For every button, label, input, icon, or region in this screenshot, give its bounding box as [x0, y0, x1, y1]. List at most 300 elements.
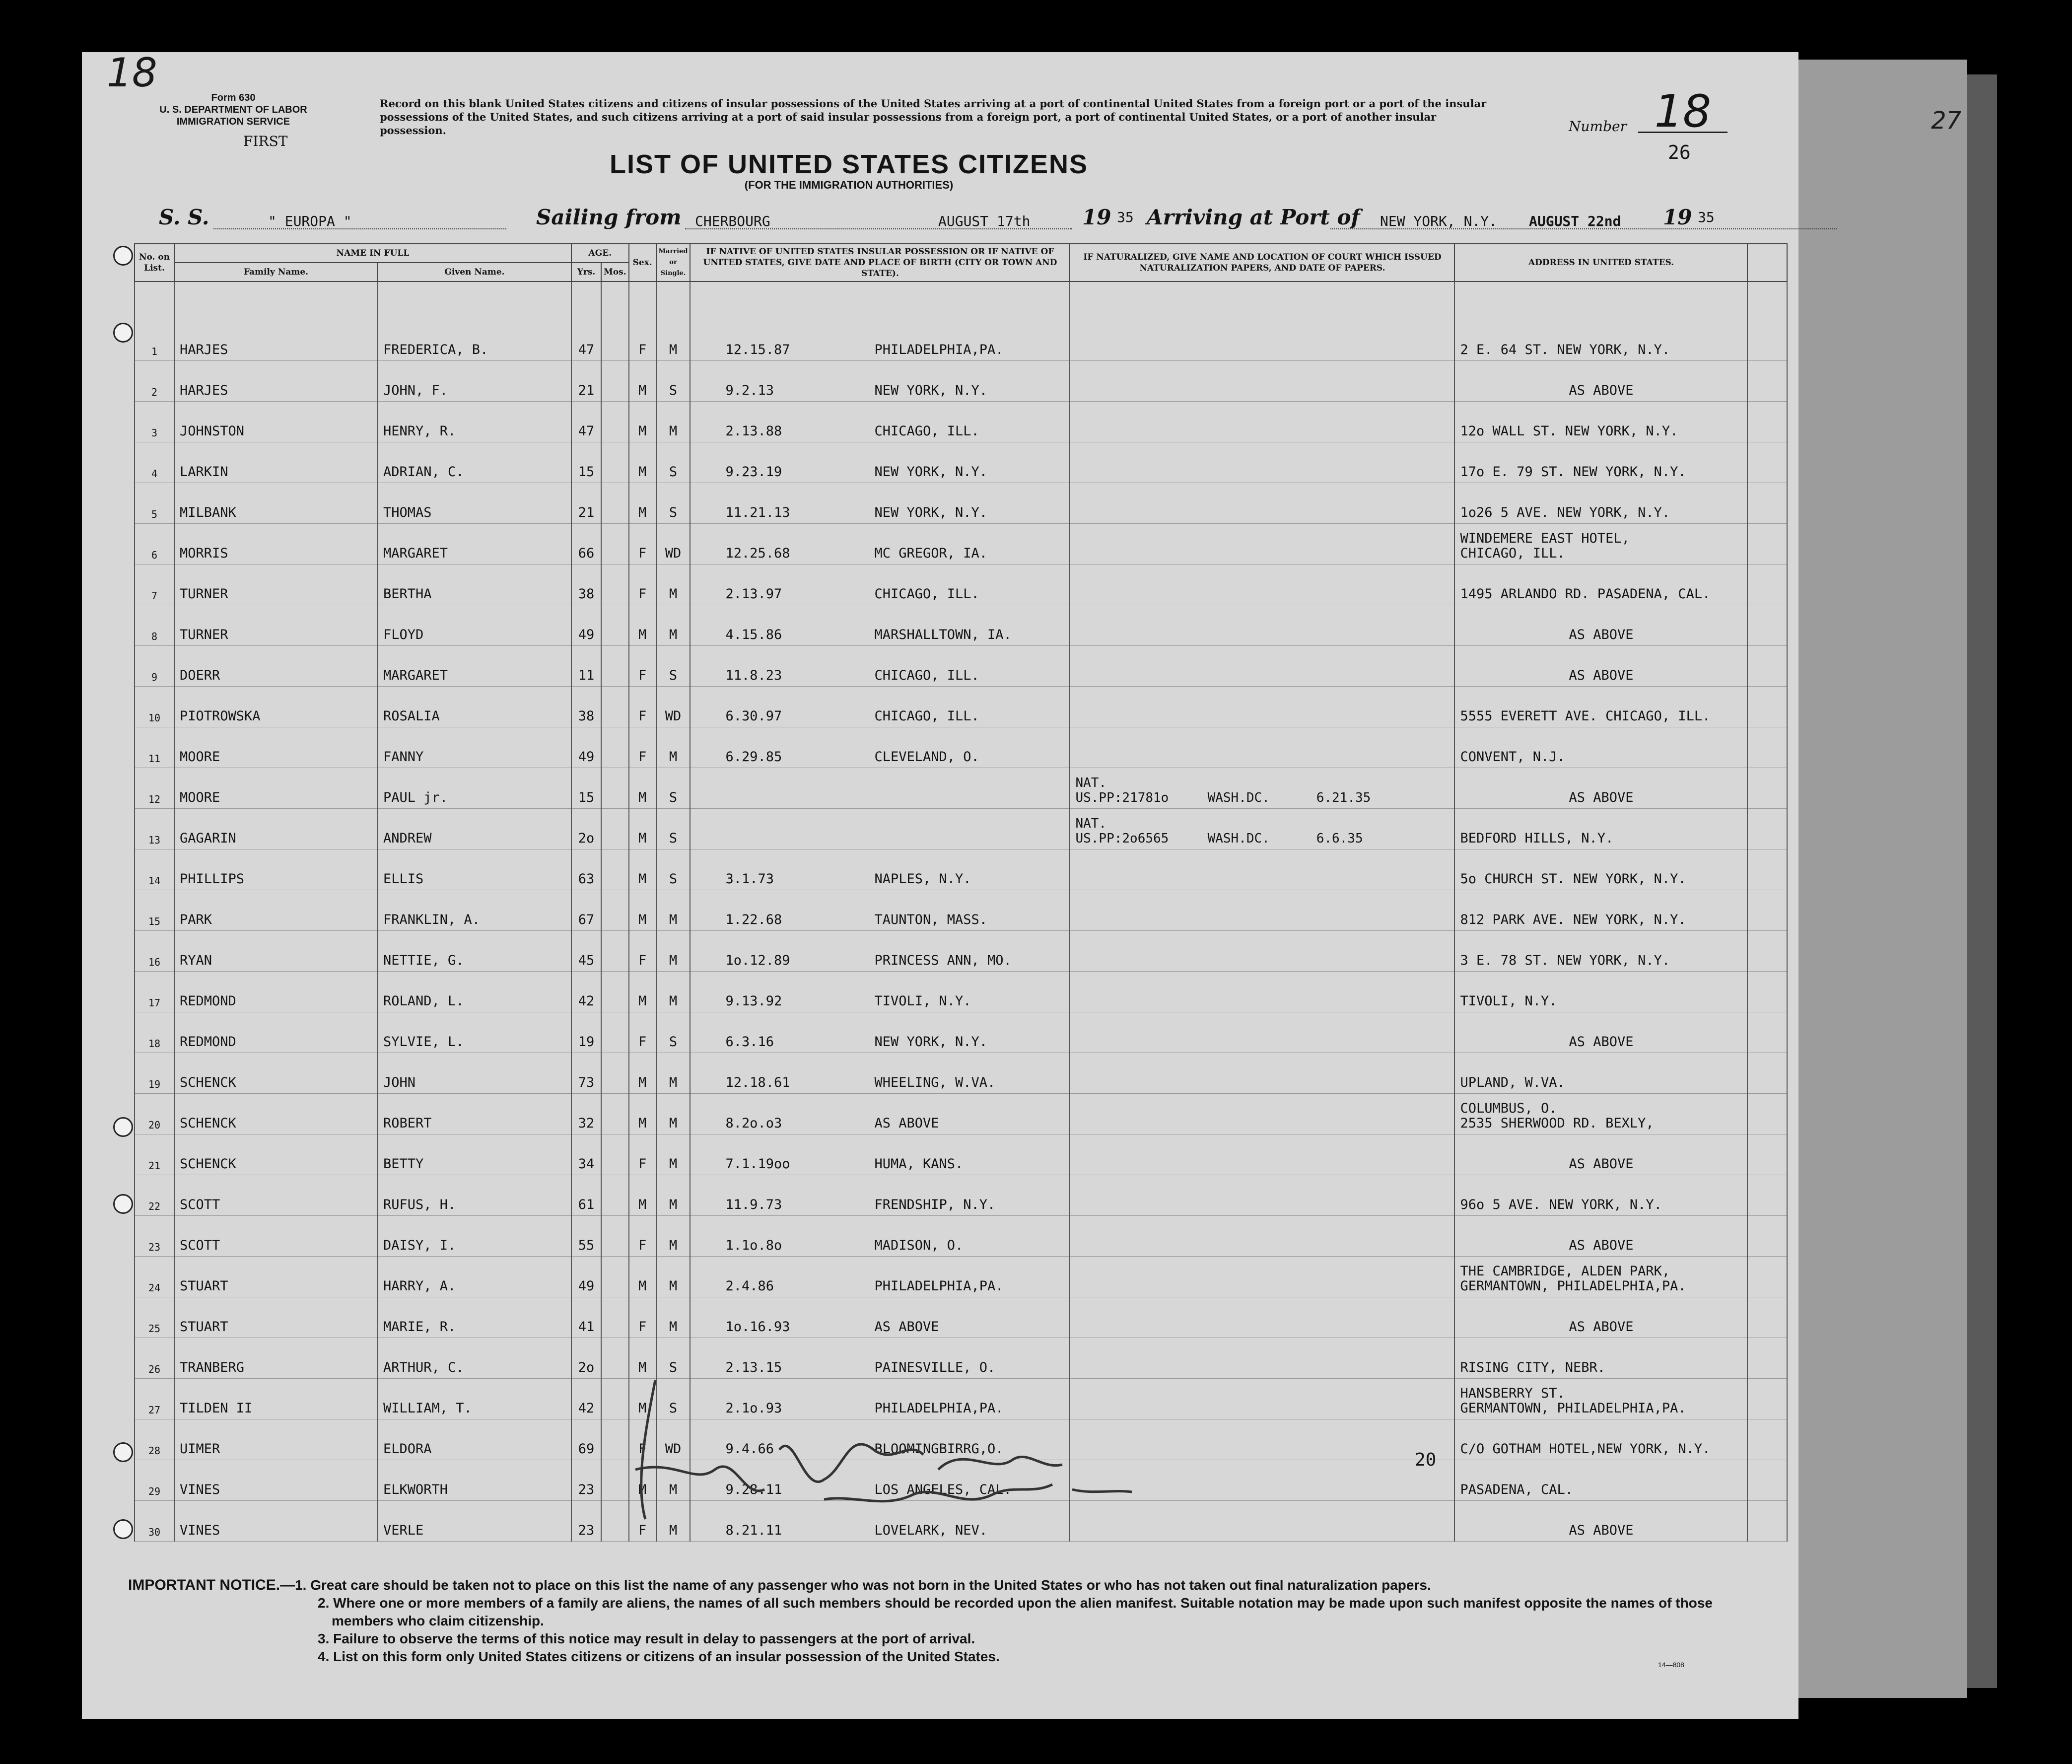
cell-birth [690, 687, 1070, 727]
cell-marital-status: M [656, 564, 691, 605]
cell-given-name: BETTY [378, 1134, 571, 1175]
cell-sex: M [629, 1460, 656, 1501]
cell-family-name: PHILLIPS [174, 849, 378, 890]
passenger-row [135, 849, 1787, 890]
cell-family-name: HARJES [174, 361, 378, 402]
cell-given-name: ROBERT [378, 1094, 571, 1134]
passenger-row [135, 646, 1787, 687]
col-mos-header: Mos. [601, 263, 629, 282]
birth-date: 9.13.92 [725, 993, 782, 1009]
page-subtitle: (FOR THE IMMIGRATION AUTHORITIES) [744, 179, 954, 191]
cell-address: AS ABOVE [1454, 1012, 1747, 1053]
cell-birth [690, 442, 1070, 483]
cell-naturalization [1070, 564, 1454, 605]
cell-sex: M [629, 1053, 656, 1094]
birth-place: NEW YORK, N.Y. [874, 1034, 988, 1050]
cell-marital-status: M [656, 1175, 691, 1216]
cell-given-name: ADRIAN, C. [378, 442, 571, 483]
birth-place: CHICAGO, ILL. [874, 586, 979, 602]
cell-list-number: 17 [135, 972, 174, 1012]
arriving-label: Arriving at Port of [1147, 205, 1360, 229]
form-identifier [159, 92, 308, 128]
cell-marital-status: M [656, 320, 691, 361]
cell-given-name: DAISY, I. [378, 1216, 571, 1257]
cell-family-name: VINES [174, 1501, 378, 1542]
cell-sex: M [629, 809, 656, 849]
cell-marital-status: S [656, 768, 691, 809]
cell-sex: M [629, 402, 656, 442]
cell-given-name: MARIE, R. [378, 1297, 571, 1338]
blank-cell [571, 282, 601, 320]
birth-date: 2.1o.93 [725, 1401, 782, 1416]
blank-cell [135, 282, 174, 320]
cell-sex: F [629, 564, 656, 605]
passenger-row [135, 1216, 1787, 1257]
cell-birth [690, 1216, 1070, 1257]
sailing-line [159, 203, 1737, 232]
cell-blank [1747, 402, 1787, 442]
passenger-row [135, 1053, 1787, 1094]
birth-place: HUMA, KANS. [874, 1156, 964, 1172]
blank-cell [174, 282, 378, 320]
passenger-row [135, 687, 1787, 727]
cell-blank [1747, 890, 1787, 931]
cell-marital-status: S [656, 1338, 691, 1379]
cell-address: AS ABOVE [1454, 1216, 1747, 1257]
birth-date: 1.22.68 [725, 912, 782, 927]
cell-address: 17o E. 79 ST. NEW YORK, N.Y. [1454, 442, 1747, 483]
cell-naturalization [1070, 1012, 1454, 1053]
cell-birth [690, 524, 1070, 564]
cell-age-years: 63 [571, 849, 601, 890]
cell-given-name: FRANKLIN, A. [378, 890, 571, 931]
cell-marital-status: WD [656, 687, 691, 727]
ss-label: S. S. [159, 205, 209, 229]
cell-family-name: MOORE [174, 727, 378, 768]
cell-blank [1747, 1175, 1787, 1216]
passenger-row [135, 1094, 1787, 1134]
passenger-row [135, 890, 1787, 931]
cell-naturalization [1070, 687, 1454, 727]
cell-birth [690, 1053, 1070, 1094]
cell-list-number: 27 [135, 1379, 174, 1419]
cell-naturalization [1070, 1257, 1454, 1297]
cell-list-number: 11 [135, 727, 174, 768]
birth-date: 9.4.66 [725, 1441, 774, 1457]
birth-place: NAPLES, N.Y. [874, 871, 971, 887]
arrival-date: AUGUST 22nd [1529, 213, 1621, 229]
notice-line-1 [128, 1576, 1756, 1594]
cell-naturalization [1070, 1175, 1454, 1216]
notice-item-2: 2. Where one or more members of a family are aliens, the names of all such members should be recorded upon the alien manifest. Suitable notation may be made upon such manifest opposite the names of those members who claim citizenship. [318, 1595, 1713, 1628]
cell-family-name: PARK [174, 890, 378, 931]
cell-birth [690, 1175, 1070, 1216]
cell-given-name: ELKWORTH [378, 1460, 571, 1501]
cell-marital-status: S [656, 483, 691, 524]
cell-list-number: 29 [135, 1460, 174, 1501]
cell-sex: F [629, 1501, 656, 1542]
cell-family-name: SCHENCK [174, 1134, 378, 1175]
cell-family-name: HARJES [174, 320, 378, 361]
cell-naturalization [1070, 483, 1454, 524]
passenger-row [135, 1012, 1787, 1053]
cell-marital-status: S [656, 646, 691, 687]
cell-naturalization [1070, 402, 1454, 442]
cell-sex: F [629, 1012, 656, 1053]
cell-birth [690, 564, 1070, 605]
blank-cell [629, 282, 656, 320]
cell-sex: M [629, 890, 656, 931]
cell-age-years: 23 [571, 1501, 601, 1542]
birth-place: BLOOMINGBIRRG,O. [874, 1441, 1004, 1457]
cell-age-years: 38 [571, 687, 601, 727]
cell-address: AS ABOVE [1454, 768, 1747, 809]
cell-blank [1747, 1053, 1787, 1094]
passenger-row [135, 1297, 1787, 1338]
cell-age-months [601, 605, 629, 646]
service-name: IMMIGRATION SERVICE [176, 116, 290, 127]
cell-family-name: GAGARIN [174, 809, 378, 849]
cell-naturalization [1070, 320, 1454, 361]
page-title: LIST OF UNITED STATES CITIZENS [610, 149, 1088, 179]
birth-place: MARSHALLTOWN, IA. [874, 627, 1012, 642]
cell-sex: F [629, 524, 656, 564]
cell-given-name: FLOYD [378, 605, 571, 646]
cell-age-months [601, 890, 629, 931]
passenger-row [135, 605, 1787, 646]
cell-age-years: 42 [571, 972, 601, 1012]
birth-place: NEW YORK, N.Y. [874, 383, 988, 398]
birth-date: 1o.16.93 [725, 1319, 790, 1335]
passenger-row [135, 931, 1787, 972]
cell-blank [1747, 1094, 1787, 1134]
cell-sex: F [629, 727, 656, 768]
cell-age-years: 34 [571, 1134, 601, 1175]
punch-hole [113, 323, 133, 343]
cell-blank [1747, 1257, 1787, 1297]
cell-sex: F [629, 1216, 656, 1257]
cell-age-months [601, 320, 629, 361]
cell-blank [1747, 1012, 1787, 1053]
cell-marital-status: S [656, 1012, 691, 1053]
cell-marital-status: M [656, 402, 691, 442]
number-label: Number [1569, 118, 1627, 135]
cell-birth [690, 361, 1070, 402]
cell-marital-status: S [656, 1379, 691, 1419]
departure-date: AUGUST 17th [938, 213, 1031, 229]
cell-address: 5o CHURCH ST. NEW YORK, N.Y. [1454, 849, 1747, 890]
cell-age-months [601, 1175, 629, 1216]
ship-name: " EUROPA " [268, 213, 352, 229]
cell-given-name: MARGARET [378, 524, 571, 564]
birth-date: 3.1.73 [725, 871, 774, 887]
cell-address: AS ABOVE [1454, 1134, 1747, 1175]
department-name: U. S. DEPARTMENT OF LABOR [159, 104, 307, 115]
birth-place: CHICAGO, ILL. [874, 423, 979, 439]
col-age-header: AGE. [571, 244, 629, 263]
cell-age-months [601, 809, 629, 849]
cell-address: HANSBERRY ST. GERMANTOWN, PHILADELPHIA,PA. [1454, 1379, 1747, 1419]
cell-list-number: 24 [135, 1257, 174, 1297]
cell-age-years: 15 [571, 442, 601, 483]
cell-birth [690, 890, 1070, 931]
birth-date: 11.21.13 [725, 505, 790, 520]
birth-date: 11.8.23 [725, 668, 782, 683]
cell-marital-status: S [656, 442, 691, 483]
birth-date: 8.21.11 [725, 1523, 782, 1538]
cell-given-name: THOMAS [378, 483, 571, 524]
birth-place: TAUNTON, MASS. [874, 912, 988, 927]
passenger-row [135, 809, 1787, 849]
cell-age-years: 23 [571, 1460, 601, 1501]
cell-family-name: TURNER [174, 564, 378, 605]
cell-blank [1747, 361, 1787, 402]
col-naturalized-header: IF NATURALIZED, GIVE NAME AND LOCATION OF COURT WHICH ISSUED NATURALIZATION PAPERS, AND DATE OF PAPERS. [1070, 244, 1454, 282]
birth-date: 2.13.97 [725, 586, 782, 602]
passenger-row [135, 727, 1787, 768]
cell-address: 5555 EVERETT AVE. CHICAGO, ILL. [1454, 687, 1747, 727]
cell-blank [1747, 442, 1787, 483]
cell-age-months [601, 1257, 629, 1297]
cell-age-months [601, 646, 629, 687]
cell-birth [690, 320, 1070, 361]
cell-naturalization: NAT. US.PP:21781o WASH.DC. 6.21.35 [1070, 768, 1454, 809]
cell-address: 96o 5 AVE. NEW YORK, N.Y. [1454, 1175, 1747, 1216]
sailing-from-label: Sailing from [536, 205, 682, 229]
cell-marital-status: S [656, 361, 691, 402]
cell-address: UPLAND, W.VA. [1454, 1053, 1747, 1094]
cell-family-name: SCHENCK [174, 1053, 378, 1094]
cell-given-name: ROSALIA [378, 687, 571, 727]
punch-hole [113, 1194, 133, 1214]
cell-sex: M [629, 1175, 656, 1216]
punch-hole [113, 1442, 133, 1462]
birth-place: NEW YORK, N.Y. [874, 505, 988, 520]
cell-naturalization [1070, 1216, 1454, 1257]
passenger-row [135, 524, 1787, 564]
passenger-row [135, 972, 1787, 1012]
cell-list-number: 7 [135, 564, 174, 605]
cell-age-years: 21 [571, 483, 601, 524]
birth-date: 6.3.16 [725, 1034, 774, 1050]
passenger-row [135, 483, 1787, 524]
cell-family-name: SCHENCK [174, 1094, 378, 1134]
cell-marital-status: M [656, 1134, 691, 1175]
cell-marital-status: M [656, 605, 691, 646]
cell-marital-status: M [656, 1053, 691, 1094]
cell-address: 1495 ARLANDO RD. PASADENA, CAL. [1454, 564, 1747, 605]
cell-blank [1747, 1419, 1787, 1460]
cell-blank [1747, 931, 1787, 972]
cell-marital-status: M [656, 1501, 691, 1542]
blank-cell [601, 282, 629, 320]
important-notice [128, 1576, 1756, 1666]
notice-heading: IMPORTANT NOTICE.— [128, 1577, 295, 1593]
cell-age-years: 15 [571, 768, 601, 809]
cell-birth [690, 605, 1070, 646]
birth-date: 4.15.86 [725, 627, 782, 642]
cell-address: AS ABOVE [1454, 361, 1747, 402]
cell-birth [690, 972, 1070, 1012]
birth-date: 2.13.15 [725, 1360, 782, 1375]
cell-given-name: JOHN [378, 1053, 571, 1094]
departure-year: 35 [1117, 209, 1134, 225]
cell-list-number: 26 [135, 1338, 174, 1379]
punch-hole [113, 1117, 133, 1137]
cell-age-months [601, 442, 629, 483]
page-edge [1798, 60, 1967, 1698]
birth-place: FRENDSHIP, N.Y. [874, 1197, 996, 1212]
cell-given-name: NETTIE, G. [378, 931, 571, 972]
cell-blank [1747, 849, 1787, 890]
cell-marital-status: M [656, 1460, 691, 1501]
cell-sex: F [629, 1297, 656, 1338]
cell-address: BEDFORD HILLS, N.Y. [1454, 809, 1747, 849]
passenger-row [135, 1257, 1787, 1297]
cell-list-number: 1 [135, 320, 174, 361]
birth-place: PHILADELPHIA,PA. [874, 1401, 1004, 1416]
cell-blank [1747, 1501, 1787, 1542]
cell-sex: M [629, 768, 656, 809]
cell-address: 12o WALL ST. NEW YORK, N.Y. [1454, 402, 1747, 442]
passenger-row [135, 320, 1787, 361]
cell-naturalization [1070, 1297, 1454, 1338]
cell-age-months [601, 687, 629, 727]
form-code: 14—808 [1658, 1661, 1684, 1669]
cell-age-months [601, 972, 629, 1012]
cell-list-number: 13 [135, 809, 174, 849]
cell-given-name: BERTHA [378, 564, 571, 605]
cell-given-name: ELDORA [378, 1419, 571, 1460]
cell-list-number: 4 [135, 442, 174, 483]
cell-sex: F [629, 931, 656, 972]
punch-hole [113, 246, 133, 266]
cell-blank [1747, 1460, 1787, 1501]
cell-age-years: 49 [571, 1257, 601, 1297]
cell-address: AS ABOVE [1454, 646, 1747, 687]
cell-age-years: 32 [571, 1094, 601, 1134]
right-corner-mark: 27 [1931, 107, 1962, 135]
cell-family-name: DOERR [174, 646, 378, 687]
departure-port: CHERBOURG [695, 213, 770, 229]
cell-list-number: 10 [135, 687, 174, 727]
col-no-header: No. on List. [135, 244, 174, 282]
birth-place: CHICAGO, ILL. [874, 708, 979, 724]
passenger-row [135, 442, 1787, 483]
first-label: FIRST [243, 133, 288, 149]
cell-list-number: 16 [135, 931, 174, 972]
list-number: 18 [1638, 92, 1727, 133]
cell-marital-status: S [656, 809, 691, 849]
arrival-port: NEW YORK, N.Y. [1380, 213, 1498, 229]
cell-age-years: 19 [571, 1012, 601, 1053]
cell-naturalization [1070, 361, 1454, 402]
cell-address: WINDEMERE EAST HOTEL, CHICAGO, ILL. [1454, 524, 1747, 564]
cell-blank [1747, 1338, 1787, 1379]
cell-sex: F [629, 646, 656, 687]
birth-place: AS ABOVE [874, 1116, 939, 1131]
col-sex-header: Sex. [629, 244, 656, 282]
cell-marital-status: M [656, 890, 691, 931]
cell-age-months [601, 849, 629, 890]
cell-list-number: 30 [135, 1501, 174, 1542]
cell-blank [1747, 687, 1787, 727]
corner-page-mark: 18 [107, 50, 157, 96]
cell-blank [1747, 809, 1787, 849]
cell-address: PASADENA, CAL. [1454, 1460, 1747, 1501]
cell-age-years: 66 [571, 524, 601, 564]
cell-birth [690, 809, 1070, 849]
cell-age-years: 2o [571, 809, 601, 849]
cell-given-name: ELLIS [378, 849, 571, 890]
cell-naturalization [1070, 442, 1454, 483]
birth-date: 2.4.86 [725, 1278, 774, 1294]
birth-place: AS ABOVE [874, 1319, 939, 1335]
cell-birth [690, 931, 1070, 972]
cell-birth [690, 727, 1070, 768]
cell-sex: M [629, 1094, 656, 1134]
birth-date: 11.9.73 [725, 1197, 782, 1212]
cell-list-number: 20 [135, 1094, 174, 1134]
cell-family-name: REDMOND [174, 1012, 378, 1053]
cell-list-number: 5 [135, 483, 174, 524]
passenger-row [135, 1134, 1787, 1175]
cell-blank [1747, 605, 1787, 646]
cell-birth [690, 1134, 1070, 1175]
cell-naturalization [1070, 972, 1454, 1012]
cell-age-months [601, 768, 629, 809]
birth-place: PHILADELPHIA,PA. [874, 1278, 1004, 1294]
cell-list-number: 8 [135, 605, 174, 646]
cell-age-years: 42 [571, 1379, 601, 1419]
cell-given-name: RUFUS, H. [378, 1175, 571, 1216]
cell-age-years: 55 [571, 1216, 601, 1257]
birth-date: 9.28.11 [725, 1482, 782, 1497]
cell-given-name: SYLVIE, L. [378, 1012, 571, 1053]
cell-family-name: TURNER [174, 605, 378, 646]
cell-address: AS ABOVE [1454, 1297, 1747, 1338]
cell-sex: M [629, 442, 656, 483]
cell-blank [1747, 1134, 1787, 1175]
cell-age-years: 69 [571, 1419, 601, 1460]
cell-age-months [601, 931, 629, 972]
page-number: 26 [1668, 141, 1691, 163]
passenger-row [135, 402, 1787, 442]
cell-sex: F [629, 1419, 656, 1460]
cell-birth [690, 768, 1070, 809]
cell-sex: M [629, 361, 656, 402]
year-prefix-1: 19 [1082, 205, 1111, 229]
birth-place: NEW YORK, N.Y. [874, 464, 988, 480]
cell-age-years: 45 [571, 931, 601, 972]
cell-sex: M [629, 1338, 656, 1379]
cell-address: 812 PARK AVE. NEW YORK, N.Y. [1454, 890, 1747, 931]
cell-marital-status: WD [656, 1419, 691, 1460]
cell-naturalization [1070, 1134, 1454, 1175]
cell-blank [1747, 1216, 1787, 1257]
cell-age-years: 47 [571, 320, 601, 361]
cell-sex: M [629, 1257, 656, 1297]
blank-cell [1454, 282, 1747, 320]
cell-address: COLUMBUS, O. 2535 SHERWOOD RD. BEXLY, [1454, 1094, 1747, 1134]
cell-given-name: ARTHUR, C. [378, 1338, 571, 1379]
cell-age-years: 49 [571, 727, 601, 768]
cell-age-years: 61 [571, 1175, 601, 1216]
cell-age-months [601, 402, 629, 442]
cell-list-number: 19 [135, 1053, 174, 1094]
cell-address: TIVOLI, N.Y. [1454, 972, 1747, 1012]
cell-given-name: FREDERICA, B. [378, 320, 571, 361]
